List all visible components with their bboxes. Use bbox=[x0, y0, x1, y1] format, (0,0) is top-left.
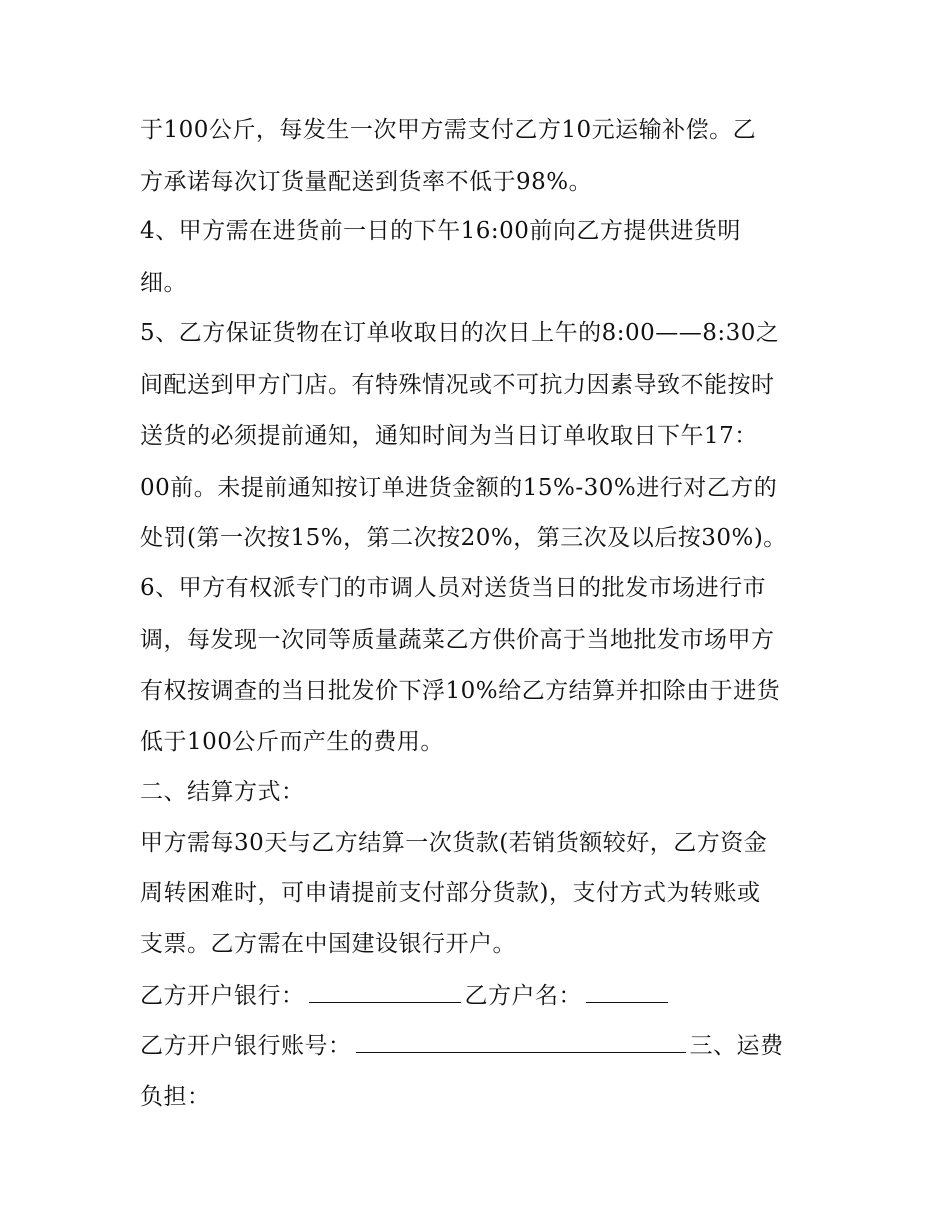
text-line: 方承诺每次订货量配送到货率不低于98%。 bbox=[140, 169, 593, 195]
section-heading: 二、结算方式： bbox=[140, 779, 305, 805]
text-line: 间配送到甲方门店。有特殊情况或不可抗力因素导致不能按时 bbox=[140, 372, 775, 398]
bank-info-line bbox=[140, 980, 820, 1012]
text-line: 处罚(第一次按15%，第二次按20%，第三次及以后按30%)。 bbox=[140, 525, 787, 551]
account-number-line bbox=[140, 1030, 820, 1062]
section-three-heading: 三、运费 bbox=[689, 1033, 784, 1059]
text-line: 5、乙方保证货物在订单收取日的次日上午的8:00——8:30之 bbox=[140, 320, 780, 346]
text-line: 6、甲方有权派专门的市调人员对送货当日的批发市场进行市 bbox=[140, 575, 767, 601]
account-number-blank[interactable] bbox=[356, 1030, 686, 1053]
text-line: 00前。未提前通知按订单进货金额的15%-30%进行对乙方的 bbox=[140, 475, 778, 501]
text-line: 负担： bbox=[140, 1084, 211, 1110]
account-name-label: 乙方户名： bbox=[464, 983, 582, 1009]
text-line: 有权按调查的当日批发价下浮10%给乙方结算并扣除由于进货 bbox=[140, 678, 781, 704]
text-line: 4、甲方需在进货前一日的下午16:00前向乙方提供进货明 bbox=[140, 218, 741, 244]
text-line: 周转困难时，可申请提前支付部分货款)，支付方式为转账或 bbox=[140, 880, 761, 906]
bank-name-blank[interactable] bbox=[309, 980, 461, 1003]
bank-label: 乙方开户银行： bbox=[140, 983, 305, 1009]
text-line: 甲方需每30天与乙方结算一次货款(若销货额较好，乙方资金 bbox=[140, 830, 768, 856]
text-line: 送货的必须提前通知，通知时间为当日订单收取日下午17： bbox=[140, 423, 758, 449]
account-number-label: 乙方开户银行账号： bbox=[140, 1033, 352, 1059]
text-line: 支票。乙方需在中国建设银行开户。 bbox=[140, 931, 516, 957]
text-line: 细。 bbox=[140, 270, 187, 296]
text-line: 调，每发现一次同等质量蔬菜乙方供价高于当地批发市场甲方 bbox=[140, 627, 775, 653]
text-line: 于100公斤，每发生一次甲方需支付乙方10元运输补偿。乙 bbox=[140, 117, 757, 143]
account-name-blank[interactable] bbox=[586, 980, 668, 1003]
text-line: 低于100公斤而产生的费用。 bbox=[140, 729, 444, 755]
